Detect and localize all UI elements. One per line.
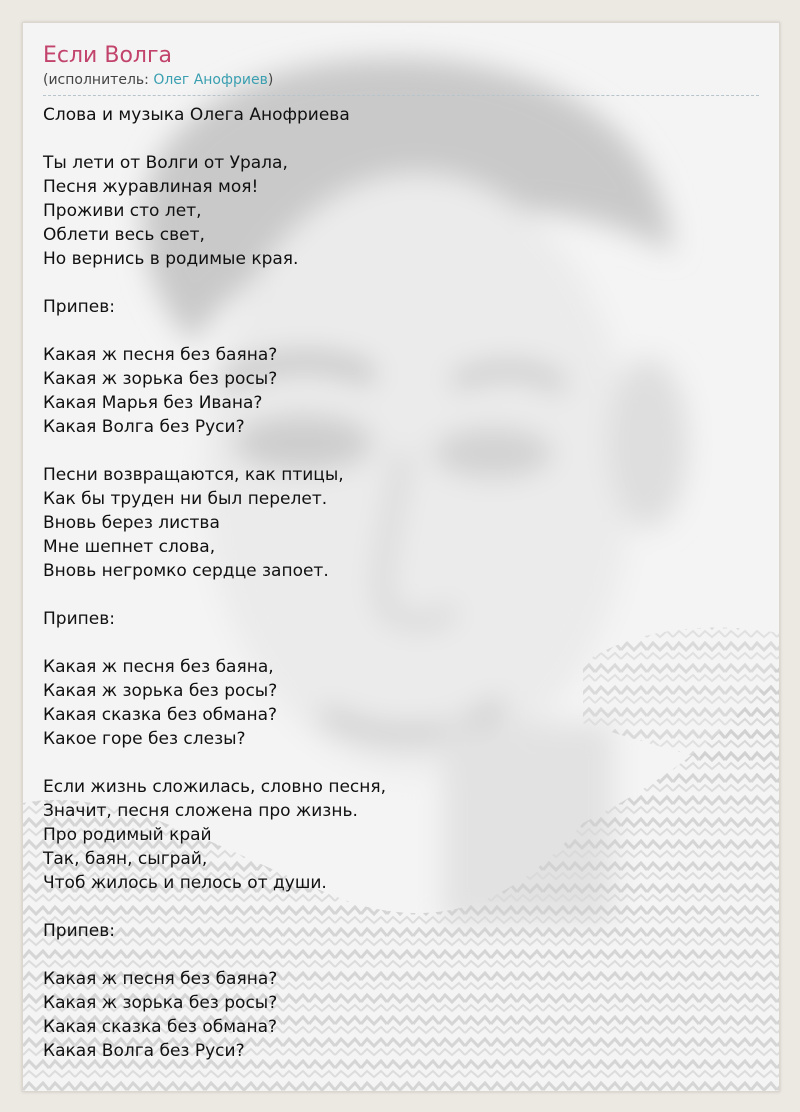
lyric-line: Какая ж зорька без росы?: [43, 993, 278, 1013]
lyric-line: Ты лети от Волги от Урала,: [43, 153, 288, 173]
lyric-line: Какая ж зорька без росы?: [43, 369, 278, 389]
lyric-line: Чтоб жилось и пелось от души.: [43, 873, 327, 893]
performer-suffix: ): [267, 72, 274, 88]
lyric-line: Песни возвращаются, как птицы,: [43, 465, 344, 485]
lyric-line: Какая Волга без Руси?: [43, 1041, 245, 1061]
lyric-line: Какое горе без слезы?: [43, 729, 246, 749]
lyrics-page: [22, 22, 780, 1092]
lyric-line: Припев:: [43, 921, 115, 941]
stanza-gap: [43, 751, 759, 775]
song-title: Если Волга: [43, 43, 173, 68]
lyric-line: Какая Волга без Руси?: [43, 417, 245, 437]
performer-line: [43, 71, 759, 89]
stanza-gap: [43, 127, 759, 151]
lyric-line: Мне шепнет слова,: [43, 537, 216, 557]
lyric-line: Какая ж песня без баяна,: [43, 657, 274, 677]
lyric-line: Вновь берез листва: [43, 513, 220, 533]
stanza-gap: [43, 583, 759, 607]
stanza-gap: [43, 631, 759, 655]
lyrics-text: [43, 103, 759, 1063]
lyric-line: Если жизнь сложилась, словно песня,: [43, 777, 386, 797]
lyric-line: Припев:: [43, 609, 115, 629]
lyric-line: Слова и музыка Олега Анофриева: [43, 105, 350, 125]
lyric-line: Какая ж песня без баяна?: [43, 969, 278, 989]
lyric-line: Вновь негромко сердце запоет.: [43, 561, 329, 581]
lyric-line: Но вернись в родимые края.: [43, 249, 299, 269]
title-divider: [43, 95, 759, 96]
lyric-line: Про родимый край: [43, 825, 212, 845]
stanza-gap: [43, 319, 759, 343]
lyric-line: Какая сказка без обмана?: [43, 705, 278, 725]
lyric-line: Облети весь свет,: [43, 225, 205, 245]
performer-prefix: (исполнитель:: [43, 72, 154, 88]
lyric-line: Припев:: [43, 297, 115, 317]
lyric-line: Какая Марья без Ивана?: [43, 393, 263, 413]
lyric-line: Проживи сто лет,: [43, 201, 202, 221]
lyric-line: Значит, песня сложена про жизнь.: [43, 801, 358, 821]
stanza-gap: [43, 271, 759, 295]
performer-link[interactable]: Олег Анофриев: [153, 72, 268, 88]
lyric-line: Песня журавлиная моя!: [43, 177, 259, 197]
stanza-gap: [43, 439, 759, 463]
stanza-gap: [43, 943, 759, 967]
lyric-line: Так, баян, сыграй,: [43, 849, 208, 869]
stanza-gap: [43, 895, 759, 919]
lyrics-content: [43, 41, 759, 1063]
lyric-line: Какая ж песня без баяна?: [43, 345, 278, 365]
lyric-line: Как бы труден ни был перелет.: [43, 489, 328, 509]
lyric-line: Какая ж зорька без росы?: [43, 681, 278, 701]
lyric-line: Какая сказка без обмана?: [43, 1017, 278, 1037]
